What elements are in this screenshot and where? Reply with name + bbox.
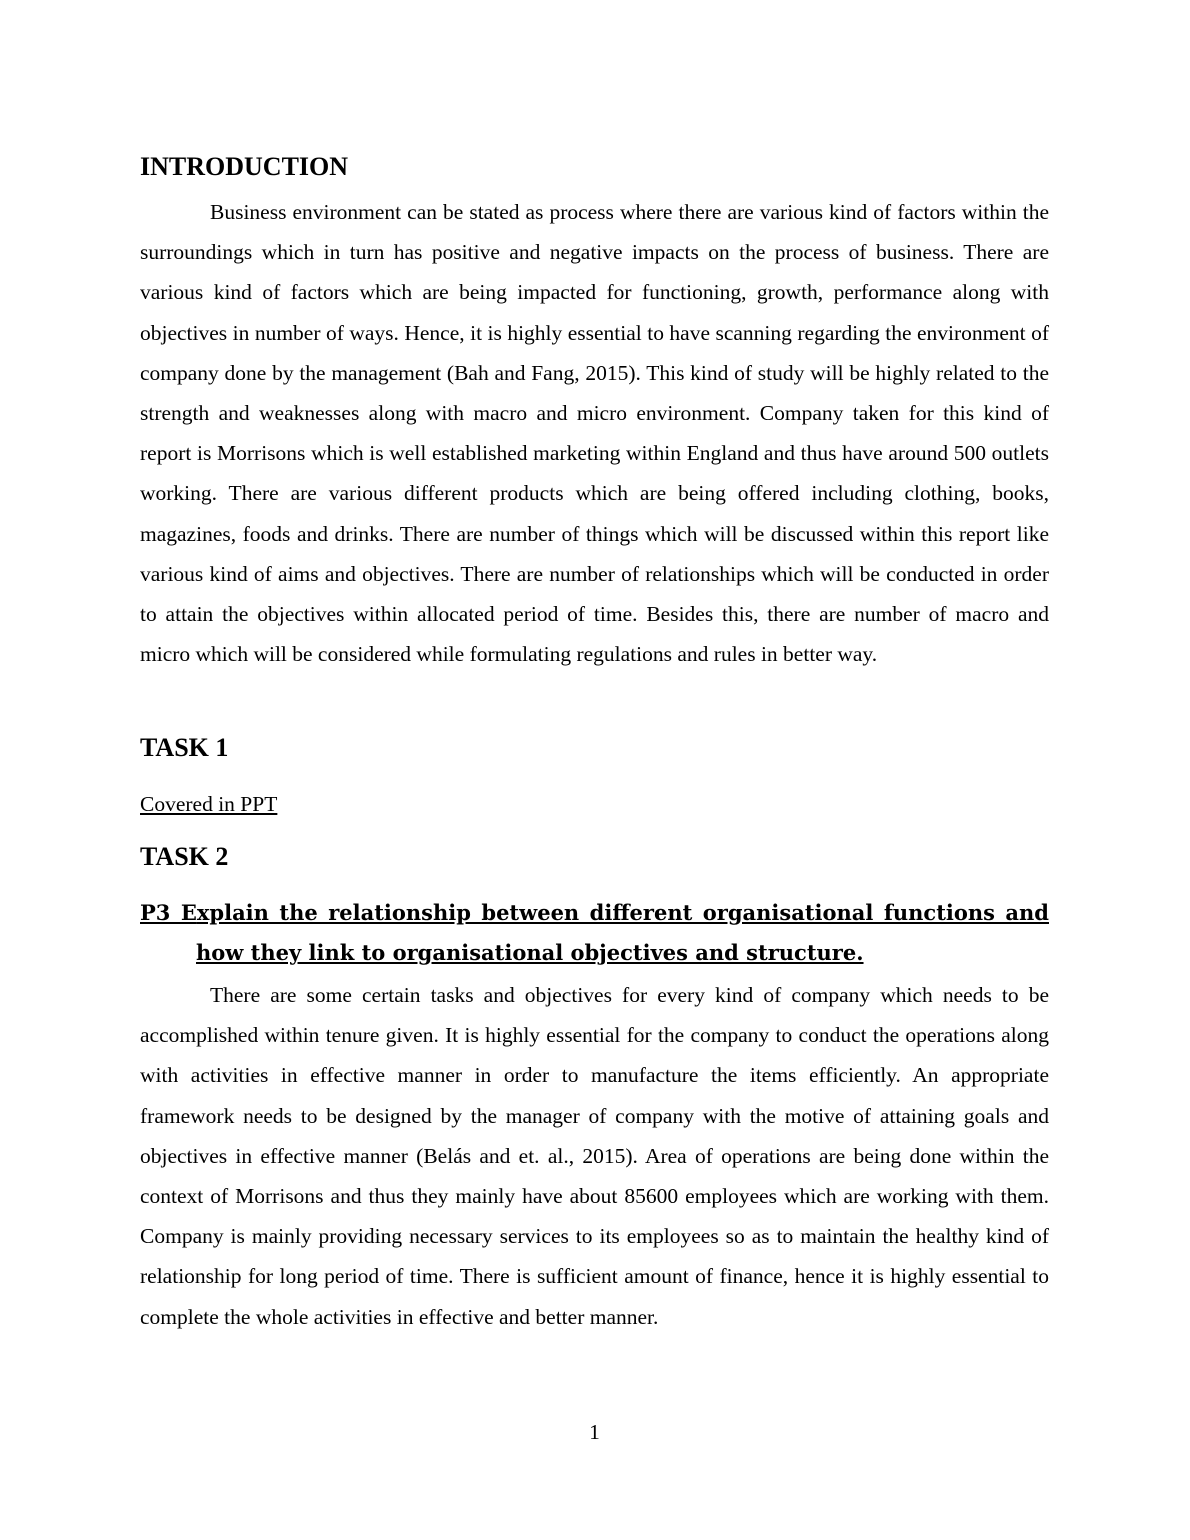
introduction-heading: INTRODUCTION [140,152,349,181]
page-number: 1 [589,1420,600,1444]
task2-paragraph: There are some certain tasks and objectives for every kind of company which needs to be accomplished within tenure given. It is highly essential for the company to conduct the operations along with activities in effective manner in order to manufacture the items efficiently. An appropriate framework needs to be designed by the manager of company with the motive of attaining goals and objectives in effective manner (Belás and et. al., 2015). Area of operations are being done within the context of Morrisons and thus they mainly have about 85600 employees which are working with them. Company is mainly providing necessary services to its employees so as to maintain the healthy kind of relationship for long period of time. There is sufficient amount of finance, hence it is highly essential to complete the whole activities in effective and better manner. [140,983,1049,1329]
task1-heading: TASK 1 [140,733,229,762]
introduction-paragraph: Business environment can be stated as process where there are various kind of factors within the surroundings which in turn has positive and negative impacts on the process of business. There are various kind of factors which are being impacted for functioning, growth, performance along with objectives in number of ways. Hence, it is highly essential to have scanning regarding the environment of company done by the management (Bah and Fang, 2015). This kind of study will be highly related to the strength and weaknesses along with macro and micro environment. Company taken for this kind of report is Morrisons which is well established marketing within England and thus have around 500 outlets working. There are various different products which are being offered including clothing, books, magazines, foods and drinks. There are number of things which will be discussed within this report like various kind of aims and objectives. There are number of relationships which will be conducted in order to attain the objectives within allocated period of time. Besides this, there are number of macro and micro which will be considered while formulating regulations and rules in better way. [140,200,1049,667]
task2-heading: TASK 2 [140,842,229,871]
task2-subheading [140,893,1049,973]
task2-subheading-text: xplain the relationship between different organisational functions and how they link to organisational objectives and structure. [196,900,1049,965]
task2-subheading-prefix: P3 E [140,900,197,925]
document-page [140,0,1049,1540]
task1-note: Covered in PPT [140,792,278,816]
